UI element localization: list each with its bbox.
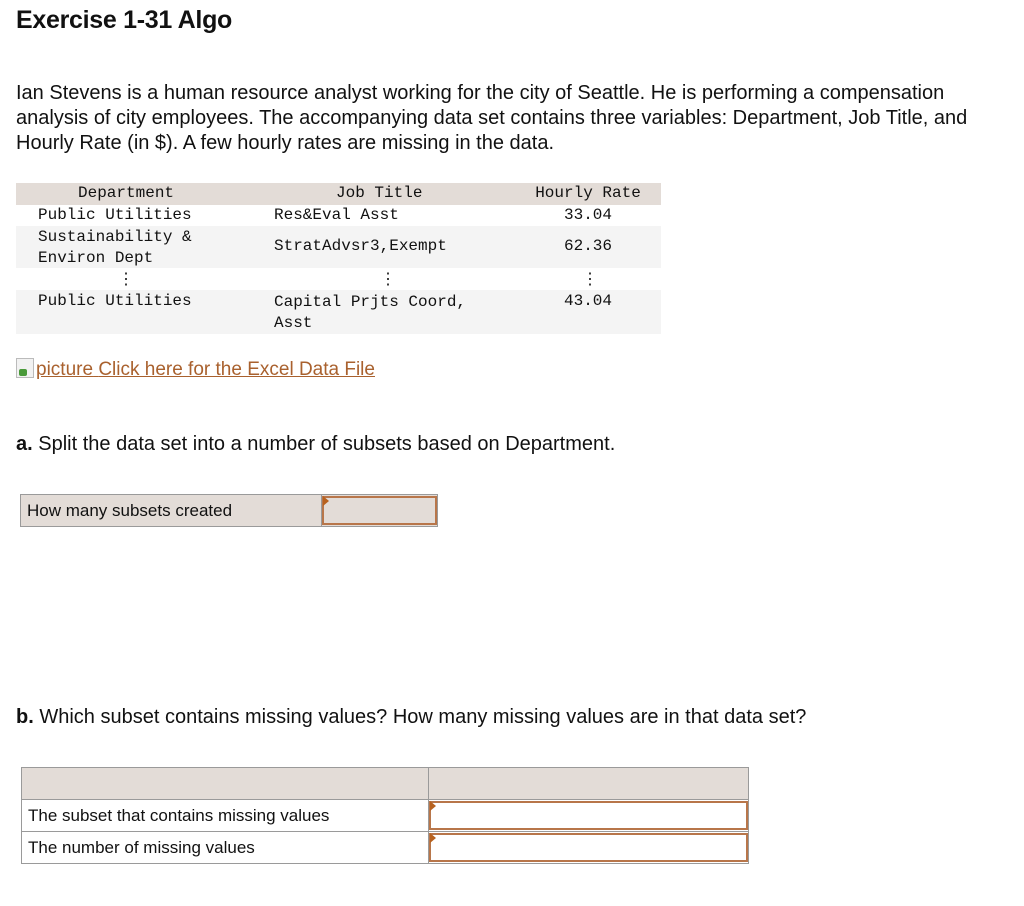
input-flag-icon [430,833,436,843]
cell-dept: Public Utilities [38,292,192,310]
table-row [16,290,661,334]
subsets-count-input[interactable] [322,496,437,525]
answer-table-b [21,767,749,864]
question-letter: b. [16,706,34,728]
row-label: How many subsets created [21,495,322,527]
cell-rate: 62.36 [563,237,612,255]
table-row [16,205,661,226]
image-alt-text: picture [36,359,94,380]
subsets-count-cell [322,495,438,527]
cell-job: Res&Eval Asst [274,206,399,224]
cell-job: ⋮ [380,271,396,289]
excel-data-link[interactable] [16,358,375,381]
input-flag-icon [430,801,436,811]
cell-rate: ⋮ [582,271,598,289]
header-hourly-rate: Hourly Rate [535,184,641,202]
cell-job: Capital Prjts Coord, Asst [274,293,467,332]
header-department: Department [78,184,175,202]
row-label: The number of missing values [22,832,429,864]
subset-missing-cell [429,800,749,832]
cell-dept: Sustainability & Environ Dept [38,228,192,267]
broken-image-icon [16,358,34,378]
header-cell [429,768,749,800]
table-header [16,183,661,205]
question-a [16,433,615,456]
cell-rate: 33.04 [563,206,612,224]
cell-rate: 43.04 [563,292,612,310]
intro-paragraph: Ian Stevens is a human resource analyst working for the city of Seattle. He is performing a compensation analysis of city employees. The accompanying data set contains three variables: Department, Job Title, and Hourly Rate (in $). A few hourly rates are missing in the data. [16,82,968,154]
input-flag-icon [323,496,329,506]
question-letter: a. [16,433,33,455]
question-text: Which subset contains missing values? How many missing values are in that data set? [39,706,807,728]
question-text: Split the data set into a number of subsets based on Department. [38,433,616,455]
link-text: Click here for the Excel Data File [98,359,375,380]
answer-table-a [20,494,438,527]
missing-count-input[interactable] [429,833,748,862]
cell-dept: ⋮ [118,271,134,289]
table-row [16,226,661,268]
data-table [16,183,661,334]
header-job-title: Job Title [336,184,423,202]
row-label: The subset that contains missing values [22,800,429,832]
cell-dept: Public Utilities [38,206,192,224]
missing-count-cell [429,832,749,864]
cell-job: StratAdvsr3,Exempt [274,237,447,255]
question-b [16,706,806,729]
header-cell [22,768,429,800]
table-row-ellipsis [16,268,661,290]
page-title: Exercise 1-31 Algo [16,6,233,34]
subset-missing-input[interactable] [429,801,748,830]
